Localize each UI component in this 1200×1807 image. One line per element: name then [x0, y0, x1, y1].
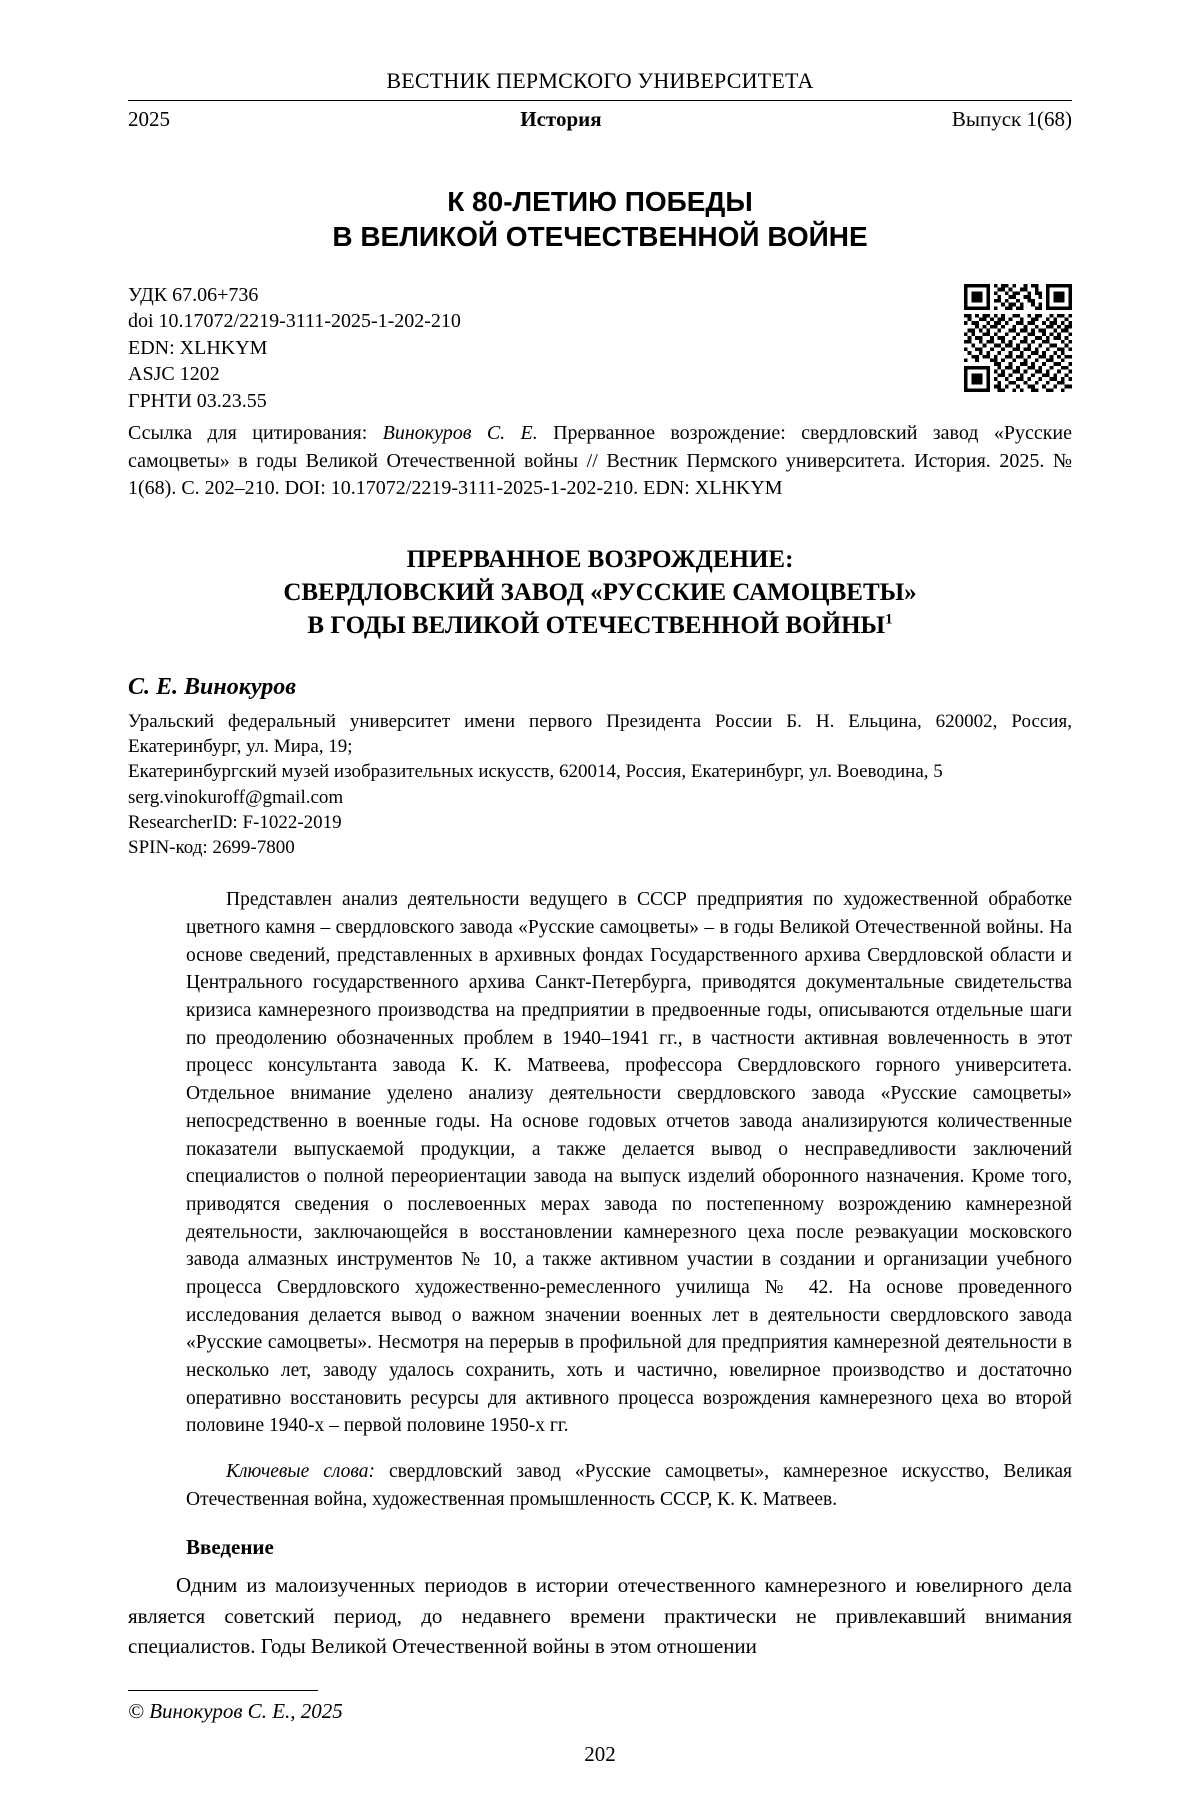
footnote-divider — [128, 1690, 318, 1691]
citation-label: Ссылка для цитирования: — [128, 421, 368, 444]
researcher-id: ResearcherID: F-1022-2019 — [128, 811, 342, 833]
article-title-line3 — [128, 609, 1072, 642]
asjc-line: ASJC 1202 — [128, 363, 220, 386]
author-email[interactable]: serg.vinokuroff@gmail.com — [128, 786, 344, 808]
affiliation-block — [128, 709, 1072, 861]
citation-text: Прерванное возрождение: свердловский завод «Русские самоцветы» в годы Великой Отечественной войны // Вестник Пермского университета. История. 2025. № 1(68). С. 202–210. DOI: 10.17072/2219-3111-2025-1-202-210. EDN: XLHKYM — [128, 421, 1072, 500]
affiliation-line-2: Екатеринбургский музей изобразительных искусств, 620014, Россия, Екатеринбург, ул. Воеводина, 5 — [128, 761, 943, 783]
header-section: История — [520, 107, 602, 131]
keywords-block — [186, 1458, 1072, 1513]
keywords-label: Ключевые слова: — [226, 1461, 375, 1483]
intro-paragraph: Одним из малоизученных периодов в истории отечественного камнерезного и ювелирного дела является советский период, до недавнего времени практически не привлекавший внимания специалистов. Годы Великой Отечественной войны в этом отношении — [128, 1573, 1072, 1659]
article-title-line2: СВЕРДЛОВСКИЙ ЗАВОД «РУССКИЕ САМОЦВЕТЫ» — [283, 578, 917, 606]
spin-code: SPIN-код: 2699-7800 — [128, 837, 295, 859]
header-year: 2025 — [128, 107, 170, 131]
metadata-block — [128, 282, 1072, 414]
citation-block — [128, 420, 1072, 503]
author-name: С. Е. Винокуров — [128, 673, 296, 700]
copyright-line: © Винокуров С. Е., 2025 — [128, 1698, 343, 1723]
section-title-line2: В ВЕЛИКОЙ ОТЕЧЕСТВЕННОЙ ВОЙНЕ — [332, 221, 868, 252]
citation-author: Винокуров С. Е. — [382, 421, 538, 444]
abstract-text: Представлен анализ деятельности ведущего в СССР предприятия по художественной обработке цветного камня – свердловского завода «Русские самоцветы» – в годы Великой Отечественной войны. На основе сведений, представленных в архивных фондах Государственного архива Свердловской области и Центрального государственного архива Санкт-Петербурга, приводятся документальные свидетельства кризиса камнерезного производства на предприятии в предвоенные годы, описываются отдельные шаги по преодолению обозначенных проблем в 1940–1941 гг., в частности активная вовлеченность в этот процесс консультанта завода К. К. Матвеева, профессора Свердловского горного университета. Отдельное внимание уделено анализу деятельности свердловского завода «Русские самоцветы» непосредственно в военные годы. На основе годовых отчетов завода анализируются количественные показатели выпускаемой продукции, а также делается вывод о несправедливости заключений специалистов о полной переориентации завода на выпуск изделий оборонного назначения. Кроме того, приводятся сведения о послевоенных мерах завода по постепенному возрождению камнерезной деятельности, заключающейся в восстановлении камнерезного цеха после реэвакуации московского завода алмазных инструментов № 10, а также активном участии в создании и организации учебного процесса Свердловского художественно-ремесленного училища № 42. На основе проведенного исследования делается вывод о важном значении военных лет в деятельности свердловского завода «Русские самоцветы». Несмотря на перерыв в профильной для предприятия камнерезной деятельности в несколько лет, заводу удалось сохранить, хоть и частично, ювелирное производство и достаточно оперативно восстановить ресурсы для активного процесса возрождения камнерезного цеха во второй половине 1940-х – первой половине 1950-х гг. — [186, 889, 1072, 1437]
edn-line: EDN: XLHKYM — [128, 336, 268, 359]
section-title-line1: К 80-ЛЕТИЮ ПОБЕДЫ — [447, 186, 753, 217]
udk-line: УДК 67.06+736 — [128, 284, 259, 306]
grnti-line: ГРНТИ 03.23.55 — [128, 389, 267, 412]
intro-heading: Введение — [186, 1535, 274, 1560]
article-title-line1: ПРЕРВАННОЕ ВОЗРОЖДЕНИЕ: — [406, 545, 794, 573]
article-title-line3-text: В ГОДЫ ВЕЛИКОЙ ОТЕЧЕСТВЕННОЙ ВОЙНЫ — [307, 611, 886, 639]
keywords-text: свердловский завод «Русские самоцветы», камнерезное искусство, Великая Отечественная война, художественная промышленность СССР, К. К. Матвеев. — [186, 1461, 1072, 1510]
affiliation-line-1: Уральский федеральный университет имени первого Президента России Б. Н. Ельцина, 620002, Россия, Екатеринбург, ул. Мира, 19; — [128, 710, 1072, 757]
page-number: 202 — [584, 1741, 616, 1766]
header-divider — [128, 100, 1072, 101]
title-footnote-marker: 1 — [885, 611, 893, 628]
header-issue: Выпуск 1(68) — [951, 107, 1072, 131]
running-head — [128, 107, 1072, 132]
doi-line: doi 10.17072/2219-3111-2025-1-202-210 — [128, 310, 461, 333]
qr-code-icon — [964, 284, 1072, 392]
article-title — [128, 543, 1072, 642]
section-title — [128, 184, 1072, 254]
journal-title: ВЕСТНИК ПЕРМСКОГО УНИВЕРСИТЕТА — [386, 68, 814, 93]
